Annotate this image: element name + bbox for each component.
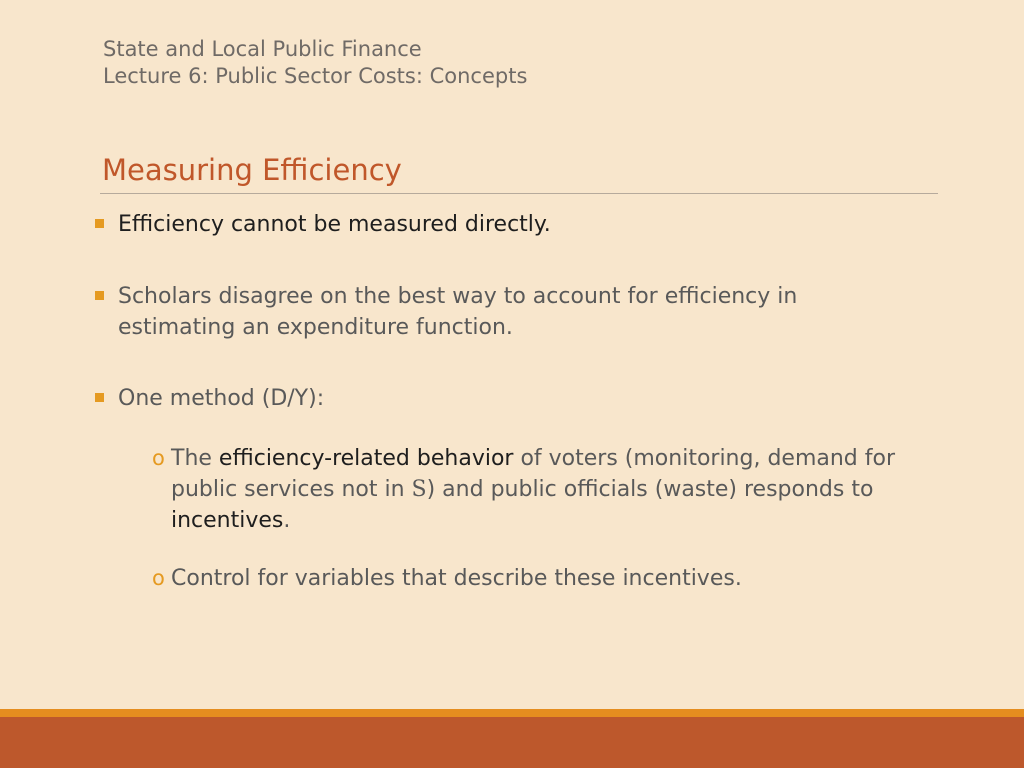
bullet-item (118, 209, 878, 240)
sub-bullet-middle-2: ) and public officials (waste) responds to (426, 477, 874, 502)
square-bullet-icon (95, 393, 104, 402)
sub-bullet-item (152, 563, 941, 594)
footer-accent-bar (0, 709, 1024, 717)
bullet-item (118, 281, 878, 343)
emphasis-behavior: efficiency-related behavior (218, 446, 514, 471)
sub-bullet-text: Control for variables that describe these incentives. (171, 566, 742, 591)
set-symbol: S (411, 477, 427, 502)
footer-bar (0, 717, 1024, 768)
emphasis-incentives: incentives (171, 508, 284, 533)
bullet-item (118, 383, 878, 414)
square-bullet-icon (95, 219, 104, 228)
bullet-text: Efficiency cannot be measured directly. (118, 212, 551, 237)
sub-bullet-lead: The (171, 446, 219, 471)
section-title: Measuring Efficiency (102, 153, 402, 187)
bullet-text: Scholars disagree on the best way to account for efficiency in estimating an expenditure function. (118, 284, 798, 340)
circle-bullet-icon: o (152, 446, 165, 470)
sub-bullet-end: . (283, 508, 291, 533)
circle-bullet-icon: o (152, 566, 165, 590)
square-bullet-icon (95, 291, 104, 300)
lecture-title: Lecture 6: Public Sector Costs: Concepts (103, 64, 528, 88)
title-divider (100, 193, 938, 194)
sub-bullet-item (152, 443, 941, 536)
course-title: State and Local Public Finance (103, 37, 422, 61)
bullet-text: One method (D/Y): (118, 386, 325, 411)
sub-bullet-middle: of voters (monitoring, demand for public services not in (171, 446, 896, 502)
